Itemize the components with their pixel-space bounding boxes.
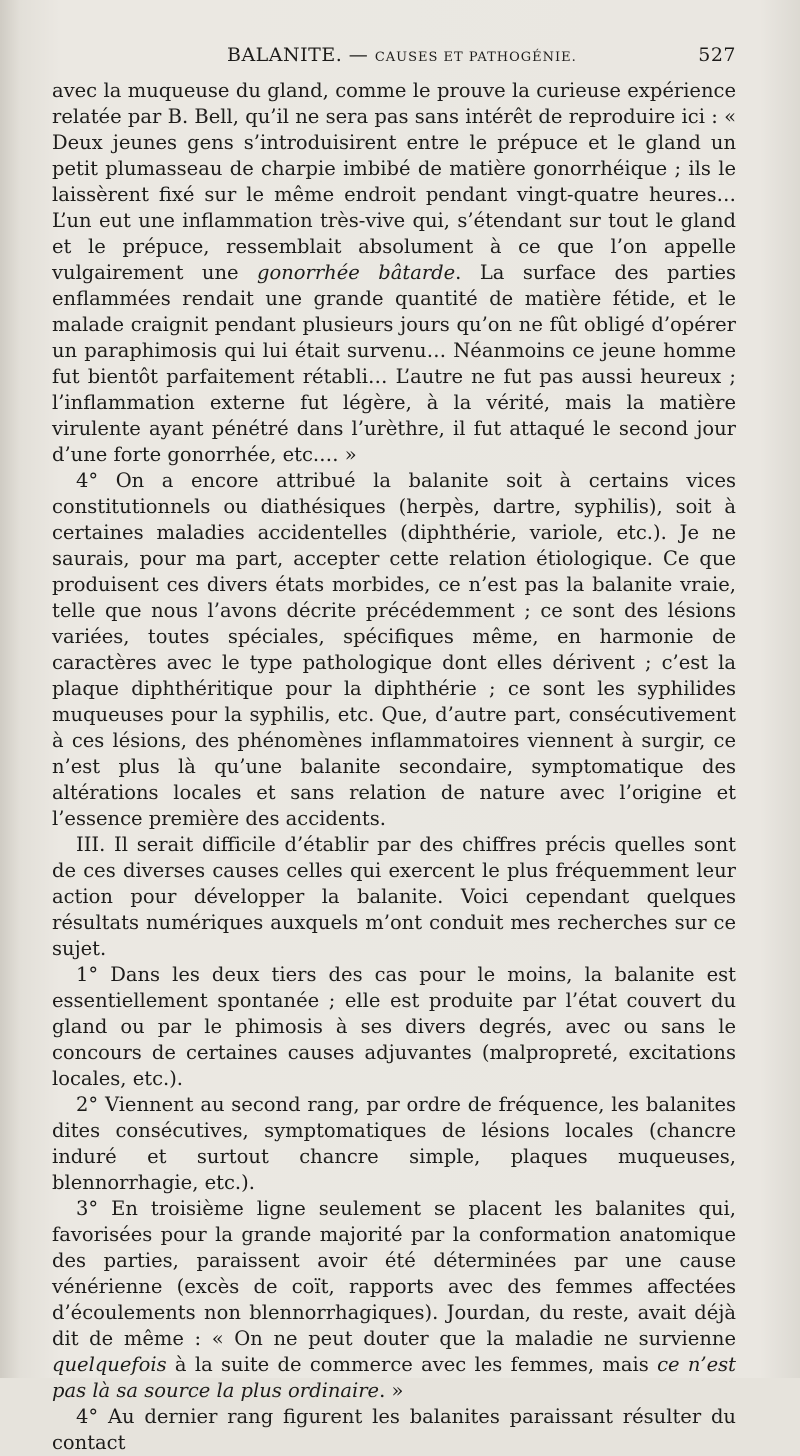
running-title-dash: — bbox=[348, 44, 369, 66]
running-title-main: BALANITE. bbox=[227, 44, 343, 66]
paragraph-6-text: 3° En troisième ligne seulement se placent les balanites qui, favorisées pour la grande majorité par la conformation anatomique des parties, paraissent avoir été déterminées par une cause vénérienne (excès de coït, rapports avec des femmes affectées d’écoulements non blennorrhagiques). Jourdan, du reste, avait déjà dit de même : « On ne peut douter que la maladie ne survienne bbox=[52, 1197, 736, 1350]
paragraph-1 bbox=[52, 78, 736, 468]
paragraph-3: III. Il serait difficile d’établir par des chiffres précis quelles sont de ces diverses causes celles qui exercent le plus fréquemment leur action pour développer la balanite. Voici cependant quelques résultats numériques auxquels m’ont conduit mes recherches sur ce sujet. bbox=[52, 833, 736, 960]
paragraph-5: 2° Viennent au second rang, par ordre de fréquence, les balanites dites consécutives, symptomatiques de lésions locales (chancre induré et surtout chancre simple, plaques muqueuses, blennorrhagie, etc.). bbox=[52, 1093, 736, 1194]
paragraph-7: 4° Au dernier rang figurent les balanites paraissant résulter du contact bbox=[52, 1405, 736, 1454]
page-body bbox=[52, 78, 736, 1456]
paragraph-6 bbox=[52, 1196, 736, 1404]
running-title-sub: CAUSES ET PATHOGÉNIE. bbox=[374, 50, 577, 65]
paragraph-1-end: . La surface des parties enflammées rendait une grande quantité de matière fétide, et le malade craignit pendant plusieurs jours qu’on ne fût obligé d’opérer un paraphimosis qui lui était survenu… Néanmoins ce jeune homme fut bientôt parfaitement rétabli… L’autre ne fut pas aussi heureux ; l’inflammation externe fut légère, à la vérité, mais la matière virulente ayant pénétré dans l’urèthre, il fut attaqué le second jour d’une forte gonorrhée, etc.… » bbox=[52, 261, 737, 466]
running-header bbox=[52, 44, 740, 72]
running-title bbox=[227, 44, 577, 66]
paragraph-4: 1° Dans les deux tiers des cas pour le moins, la balanite est essentiellement spontanée ; elle est produite par l’état couvert du gland ou par le phimosis à ses divers degrés, avec ou sans le concours de certaines causes adjuvantes (malpropreté, excitations locales, etc.). bbox=[52, 963, 736, 1090]
paragraph-6-mid: à la suite de commerce avec les femmes, mais bbox=[166, 1353, 658, 1376]
paragraph-6-end: . » bbox=[379, 1379, 404, 1402]
paragraph-1-text: avec la muqueuse du gland, comme le prouve la curieuse expérience relatée par B. Bell, qu’il ne sera pas sans intérêt de reproduire ici : « Deux jeunes gens s’introduisirent entre le prépuce et le gland un petit plumasseau de charpie imbibé de matière gonorrhéique ; ils le laissèrent fixé sur le même endroit pendant vingt-quatre heures… L’un eut une inflammation très-vive qui, s’étendant sur tout le gland et le prépuce, ressemblait absolument à ce que l’on appelle vulgairement une bbox=[52, 79, 736, 284]
page-number: 527 bbox=[698, 44, 736, 66]
paragraph-1-italic: gonorrhée bâtarde bbox=[257, 261, 456, 284]
paragraph-6-italic-1: quelquefois bbox=[52, 1353, 167, 1376]
paragraph-2: 4° On a encore attribué la balanite soit à certains vices constitutionnels ou diathésiques (herpès, dartre, syphilis), soit à certaines maladies accidentelles (diphthérie, variole, etc.). Je ne saurais, pour ma part, accepter cette relation étiologique. Ce que produisent ces divers états morbides, ce n’est pas la balanite vraie, telle que nous l’avons décrite précédemment ; ce sont des lésions variées, toutes spéciales, spécifiques même, en harmonie de caractères avec le type pathologique dont elles dérivent ; c’est la plaque diphthéritique pour la diphthérie ; ce sont les syphilides muqueuses pour la syphilis, etc. Que, d’autre part, consécutivement à ces lésions, des phénomènes inflammatoires viennent à surgir, ce n’est plus là qu’une balanite secondaire, symptomatique des altérations locales et sans relation de nature avec l’origine et l’essence première des accidents. bbox=[52, 469, 736, 830]
paragraph-6-italic-2: ce n’est pas là sa source la plus ordinaire bbox=[52, 1353, 736, 1402]
